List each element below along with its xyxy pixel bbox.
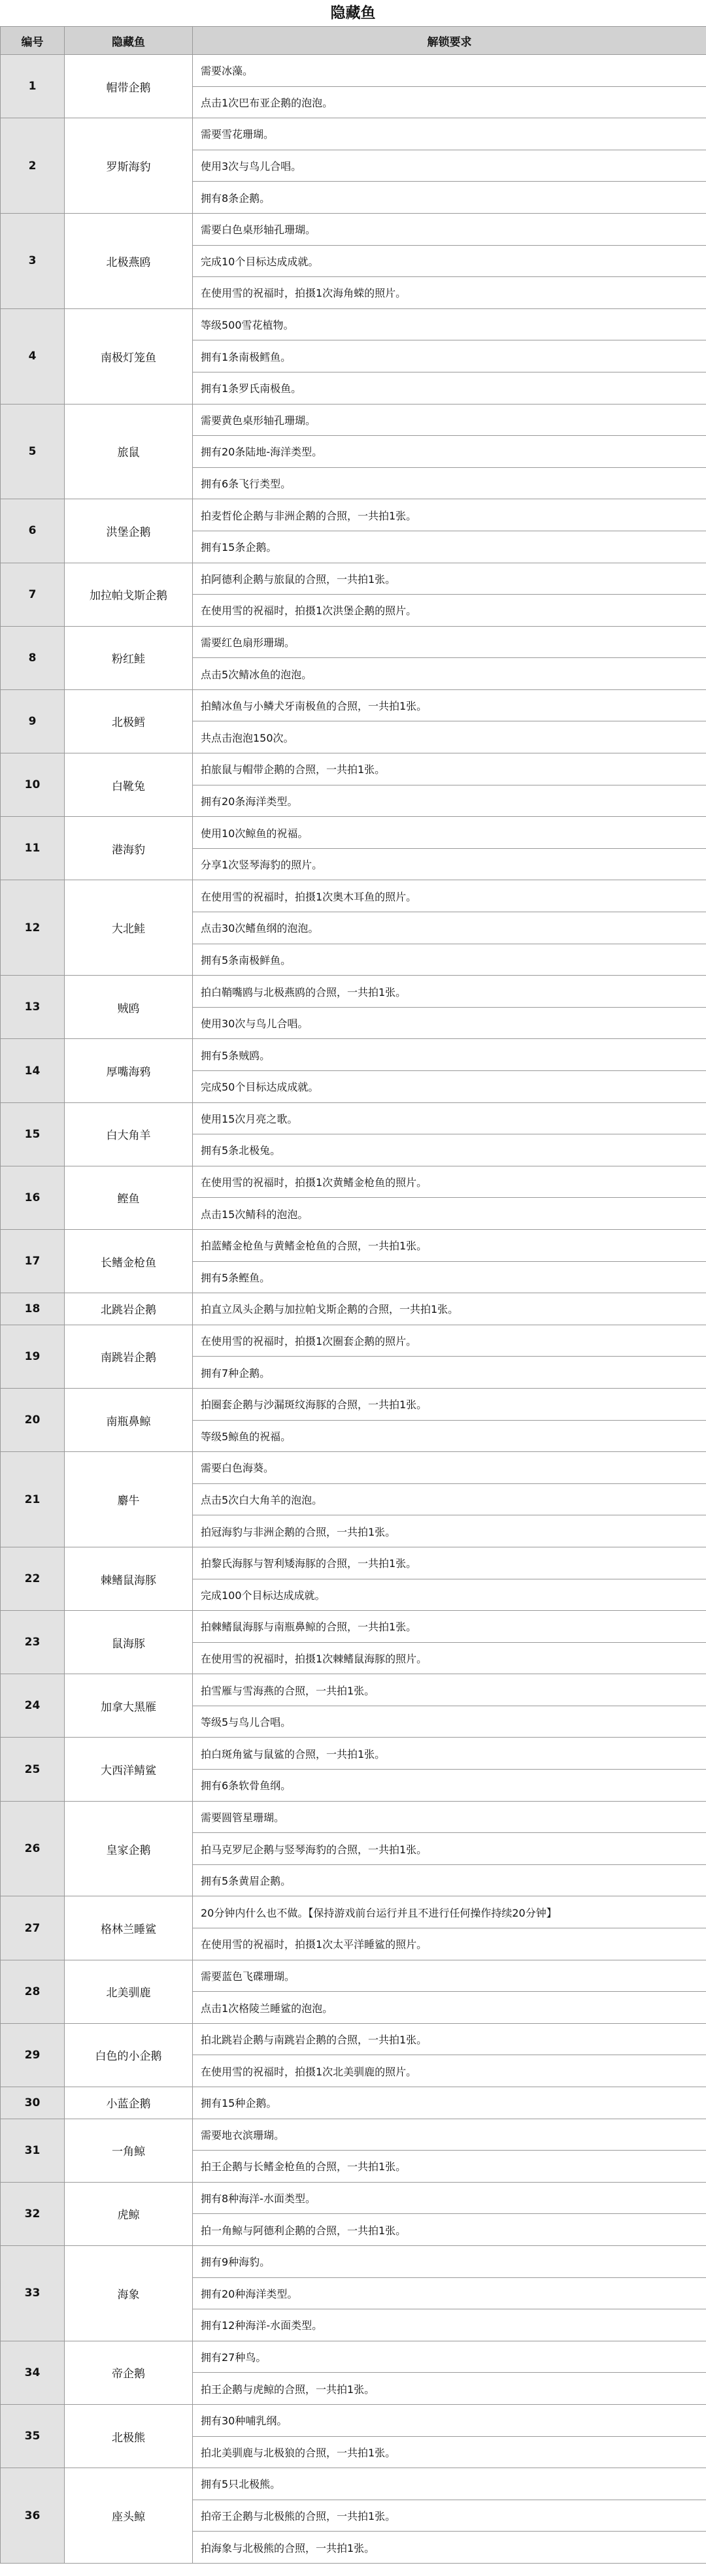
header-hidden-fish: 隐藏鱼 <box>65 27 193 55</box>
unlock-requirement: 拍白斑角鲨与鼠鲨的合照，一共拍1张。 <box>193 1738 706 1770</box>
table-row <box>1 1547 706 1579</box>
fish-name: 白大角羊 <box>65 1102 193 1166</box>
table-row <box>1 2087 706 2119</box>
header-number: 编号 <box>1 27 65 55</box>
unlock-requirement: 需要红色扇形珊瑚。 <box>193 626 706 658</box>
unlock-requirement: 拥有30种哺乳纲。 <box>193 2404 706 2436</box>
unlock-requirement: 拥有20种海洋类型。 <box>193 2277 706 2309</box>
fish-name: 麝牛 <box>65 1452 193 1547</box>
unlock-requirement: 点击15次鲭科的泡泡。 <box>193 1198 706 1230</box>
unlock-requirement: 在使用雪的祝福时，拍摄1次圈套企鹅的照片。 <box>193 1325 706 1357</box>
fish-name: 大北鲑 <box>65 880 193 976</box>
table-row <box>1 1166 706 1198</box>
row-number: 14 <box>1 1039 65 1102</box>
fish-name: 港海豹 <box>65 817 193 880</box>
unlock-requirement: 在使用雪的祝福时，拍摄1次黄鳍金枪鱼的照片。 <box>193 1166 706 1198</box>
table-row <box>1 1452 706 1484</box>
unlock-requirement: 拍王企鹅与长鳍金枪鱼的合照，一共拍1张。 <box>193 2151 706 2183</box>
table-row <box>1 2468 706 2500</box>
unlock-requirement: 需要冰藻。 <box>193 55 706 87</box>
unlock-requirement: 在使用雪的祝福时，拍摄1次太平洋睡鲨的照片。 <box>193 1928 706 1960</box>
row-number: 26 <box>1 1801 65 1896</box>
unlock-requirement: 等级5与鸟儿合唱。 <box>193 1706 706 1738</box>
table-row <box>1 1388 706 1420</box>
unlock-requirement: 在使用雪的祝福时，拍摄1次海角蝾的照片。 <box>193 277 706 309</box>
unlock-requirement: 拍一角鲸与阿德利企鹅的合照，一共拍1张。 <box>193 2214 706 2246</box>
table-row <box>1 1960 706 1992</box>
unlock-requirement: 需要雪花珊瑚。 <box>193 118 706 150</box>
row-number: 31 <box>1 2119 65 2182</box>
row-number: 27 <box>1 1896 65 1960</box>
unlock-requirement: 拥有5条鲣鱼。 <box>193 1261 706 1293</box>
header-unlock-requirement: 解锁要求 <box>193 27 706 55</box>
unlock-requirement: 点击5次白大角羊的泡泡。 <box>193 1483 706 1515</box>
unlock-requirement: 拥有15种企鹅。 <box>193 2087 706 2119</box>
unlock-requirement: 拍帝王企鹅与北极熊的合照，一共拍1张。 <box>193 2500 706 2532</box>
row-number: 13 <box>1 976 65 1039</box>
unlock-requirement: 拥有8种海洋-水面类型。 <box>193 2182 706 2214</box>
table-row <box>1 2404 706 2436</box>
fish-name: 北极鳕 <box>65 689 193 753</box>
fish-name: 南瓶鼻鲸 <box>65 1388 193 1451</box>
fish-name: 格林兰睡鲨 <box>65 1896 193 1960</box>
row-number: 15 <box>1 1102 65 1166</box>
unlock-requirement: 等级500雪花植物。 <box>193 308 706 340</box>
unlock-requirement: 在使用雪的祝福时，拍摄1次棘鳍鼠海豚的照片。 <box>193 1642 706 1674</box>
unlock-requirement: 拍蓝鳍金枪鱼与黄鳍金枪鱼的合照，一共拍1张。 <box>193 1229 706 1261</box>
row-number: 21 <box>1 1452 65 1547</box>
fish-name: 白靴兔 <box>65 753 193 817</box>
unlock-requirement: 拥有20条陆地-海洋类型。 <box>193 436 706 468</box>
table-row <box>1 1674 706 1706</box>
unlock-requirement: 拥有20条海洋类型。 <box>193 785 706 817</box>
row-number: 22 <box>1 1547 65 1610</box>
fish-name: 加拉帕戈斯企鹅 <box>65 563 193 626</box>
unlock-requirement: 点击30次鳍鱼纲的泡泡。 <box>193 912 706 944</box>
table-row <box>1 55 706 87</box>
unlock-requirement: 拥有27种鸟。 <box>193 2341 706 2373</box>
row-number: 1 <box>1 55 65 118</box>
row-number: 9 <box>1 689 65 753</box>
row-number: 20 <box>1 1388 65 1451</box>
row-number: 10 <box>1 753 65 817</box>
unlock-requirement: 在使用雪的祝福时，拍摄1次洪堡企鹅的照片。 <box>193 595 706 627</box>
unlock-requirement: 拍棘鳍鼠海豚与南瓶鼻鲸的合照，一共拍1张。 <box>193 1611 706 1643</box>
row-number: 17 <box>1 1229 65 1293</box>
fish-name: 南极灯笼鱼 <box>65 308 193 404</box>
table-row <box>1 2119 706 2151</box>
row-number: 7 <box>1 563 65 626</box>
row-number: 8 <box>1 626 65 689</box>
header-row <box>1 27 706 55</box>
unlock-requirement: 需要蓝色飞碟珊瑚。 <box>193 1960 706 1992</box>
unlock-requirement: 拥有6条飞行类型。 <box>193 467 706 499</box>
fish-name: 皇家企鹅 <box>65 1801 193 1896</box>
unlock-requirement: 使用3次与鸟儿合唱。 <box>193 150 706 182</box>
row-number: 34 <box>1 2341 65 2404</box>
row-number: 36 <box>1 2468 65 2564</box>
table-row <box>1 1325 706 1357</box>
unlock-requirement: 完成50个目标达成成就。 <box>193 1071 706 1103</box>
unlock-requirement: 等级5鲸鱼的祝福。 <box>193 1420 706 1452</box>
unlock-requirement: 拥有6条软骨鱼纲。 <box>193 1770 706 1802</box>
table-row <box>1 753 706 785</box>
unlock-requirement: 拍鲭冰鱼与小鳞犬牙南极鱼的合照，一共拍1张。 <box>193 689 706 721</box>
fish-name: 白色的小企鹅 <box>65 2023 193 2087</box>
table-row <box>1 1801 706 1833</box>
unlock-requirement: 拥有7种企鹅。 <box>193 1357 706 1389</box>
unlock-requirement: 拥有5条南极鲜鱼。 <box>193 944 706 976</box>
unlock-requirement: 拍雪雁与雪海燕的合照，一共拍1张。 <box>193 1674 706 1706</box>
fish-name: 洪堡企鹅 <box>65 499 193 563</box>
unlock-requirement: 拥有5条北极兔。 <box>193 1134 706 1166</box>
unlock-requirement: 需要黄色桌形轴孔珊瑚。 <box>193 404 706 436</box>
fish-name: 虎鲸 <box>65 2182 193 2245</box>
row-number: 12 <box>1 880 65 976</box>
unlock-requirement: 分享1次竖琴海豹的照片。 <box>193 848 706 880</box>
unlock-requirement: 需要白色桌形轴孔珊瑚。 <box>193 213 706 245</box>
unlock-requirement: 需要白色海葵。 <box>193 1452 706 1484</box>
unlock-requirement: 需要地衣滨珊瑚。 <box>193 2119 706 2151</box>
fish-name: 北极燕鸥 <box>65 213 193 308</box>
row-number: 30 <box>1 2087 65 2119</box>
table-row <box>1 1102 706 1134</box>
unlock-requirement: 拍海象与北极熊的合照，一共拍1张。 <box>193 2532 706 2564</box>
fish-name: 帝企鹅 <box>65 2341 193 2404</box>
unlock-requirement: 拍阿德利企鹅与旅鼠的合照，一共拍1张。 <box>193 563 706 595</box>
table-row <box>1 2245 706 2277</box>
table-row <box>1 1229 706 1261</box>
row-number: 19 <box>1 1325 65 1388</box>
unlock-requirement: 拍马克罗尼企鹅与竖琴海豹的合照，一共拍1张。 <box>193 1833 706 1865</box>
table-row <box>1 626 706 658</box>
table-row <box>1 880 706 912</box>
fish-name: 大西洋鲭鲨 <box>65 1738 193 1801</box>
fish-name: 北极熊 <box>65 2404 193 2468</box>
row-number: 35 <box>1 2404 65 2468</box>
fish-name: 棘鳍鼠海豚 <box>65 1547 193 1610</box>
unlock-requirement: 拥有9种海豹。 <box>193 2245 706 2277</box>
unlock-requirement: 拍王企鹅与虎鲸的合照，一共拍1张。 <box>193 2373 706 2405</box>
unlock-requirement: 拥有12种海洋-水面类型。 <box>193 2309 706 2341</box>
row-number: 6 <box>1 499 65 563</box>
table-row <box>1 1293 706 1325</box>
unlock-requirement: 拥有5条贼鸥。 <box>193 1039 706 1071</box>
row-number: 29 <box>1 2023 65 2087</box>
fish-name: 粉红鲑 <box>65 626 193 689</box>
row-number: 16 <box>1 1166 65 1229</box>
fish-name: 厚嘴海鸦 <box>65 1039 193 1102</box>
table-body <box>1 55 706 2564</box>
unlock-requirement: 拍圈套企鹅与沙漏斑纹海豚的合照，一共拍1张。 <box>193 1388 706 1420</box>
unlock-requirement: 拍冠海豹与非洲企鹅的合照，一共拍1张。 <box>193 1515 706 1547</box>
fish-name: 罗斯海豹 <box>65 118 193 214</box>
row-number: 24 <box>1 1674 65 1738</box>
unlock-requirement: 拥有5条黄眉企鹅。 <box>193 1864 706 1896</box>
row-number: 5 <box>1 404 65 499</box>
unlock-requirement: 拍直立凤头企鹅与加拉帕戈斯企鹅的合照，一共拍1张。 <box>193 1293 706 1325</box>
unlock-requirement: 拍麦哲伦企鹅与非洲企鹅的合照，一共拍1张。 <box>193 499 706 531</box>
table-row <box>1 499 706 531</box>
page-title: 隐藏鱼 <box>330 5 376 22</box>
unlock-requirement: 拍黎氏海豚与智利矮海豚的合照，一共拍1张。 <box>193 1547 706 1579</box>
unlock-requirement: 点击5次鲭冰鱼的泡泡。 <box>193 658 706 690</box>
row-number: 11 <box>1 817 65 880</box>
unlock-requirement: 拍北跳岩企鹅与南跳岩企鹅的合照，一共拍1张。 <box>193 2023 706 2055</box>
unlock-requirement: 拍北美驯鹿与北极狼的合照，一共拍1张。 <box>193 2436 706 2468</box>
row-number: 4 <box>1 308 65 404</box>
table-row <box>1 404 706 436</box>
unlock-requirement: 使用15次月亮之歌。 <box>193 1102 706 1134</box>
unlock-requirement: 点击1次格陵兰睡鲨的泡泡。 <box>193 1992 706 2024</box>
unlock-requirement: 拥有1条罗氏南极鱼。 <box>193 372 706 404</box>
table-row <box>1 118 706 150</box>
row-number: 23 <box>1 1611 65 1674</box>
unlock-requirement: 拥有15条企鹅。 <box>193 531 706 563</box>
fish-name: 鲣鱼 <box>65 1166 193 1229</box>
unlock-requirement: 点击1次巴布亚企鹅的泡泡。 <box>193 86 706 118</box>
row-number: 32 <box>1 2182 65 2245</box>
table-row <box>1 2182 706 2214</box>
table-row <box>1 817 706 849</box>
unlock-requirement: 20分钟内什么也不做。【保持游戏前台运行并且不进行任何操作持续20分钟】 <box>193 1896 706 1928</box>
unlock-requirement: 完成10个目标达成成就。 <box>193 245 706 277</box>
unlock-requirement: 拥有5只北极熊。 <box>193 2468 706 2500</box>
fish-name: 座头鲸 <box>65 2468 193 2564</box>
row-number: 25 <box>1 1738 65 1801</box>
table-row <box>1 308 706 340</box>
row-number: 2 <box>1 118 65 214</box>
hidden-fish-table <box>0 26 706 2564</box>
table-row <box>1 2023 706 2055</box>
row-number: 33 <box>1 2245 65 2341</box>
unlock-requirement: 在使用雪的祝福时，拍摄1次奥木耳鱼的照片。 <box>193 880 706 912</box>
table-row <box>1 2341 706 2373</box>
unlock-requirement: 完成100个目标达成成就。 <box>193 1579 706 1611</box>
table-row <box>1 1896 706 1928</box>
fish-name: 北跳岩企鹅 <box>65 1293 193 1325</box>
row-number: 28 <box>1 1960 65 2023</box>
row-number: 3 <box>1 213 65 308</box>
unlock-requirement: 拍白鞘嘴鸥与北极燕鸥的合照，一共拍1张。 <box>193 976 706 1008</box>
unlock-requirement: 需要圆管星珊瑚。 <box>193 1801 706 1833</box>
unlock-requirement: 使用30次与鸟儿合唱。 <box>193 1007 706 1039</box>
unlock-requirement: 拥有8条企鹅。 <box>193 182 706 214</box>
table-row <box>1 1611 706 1643</box>
fish-name: 贼鸥 <box>65 976 193 1039</box>
unlock-requirement: 拍旅鼠与帽带企鹅的合照，一共拍1张。 <box>193 753 706 785</box>
fish-name: 南跳岩企鹅 <box>65 1325 193 1388</box>
table-row <box>1 976 706 1008</box>
unlock-requirement: 拥有1条南极鳕鱼。 <box>193 340 706 372</box>
fish-name: 鼠海豚 <box>65 1611 193 1674</box>
fish-name: 长鳍金枪鱼 <box>65 1229 193 1293</box>
fish-name: 小蓝企鹅 <box>65 2087 193 2119</box>
table-row <box>1 213 706 245</box>
fish-name: 帽带企鹅 <box>65 55 193 118</box>
fish-name: 一角鲸 <box>65 2119 193 2182</box>
fish-name: 海象 <box>65 2245 193 2341</box>
unlock-requirement: 在使用雪的祝福时，拍摄1次北美驯鹿的照片。 <box>193 2055 706 2087</box>
unlock-requirement: 共点击泡泡150次。 <box>193 721 706 753</box>
table-row <box>1 1039 706 1071</box>
row-number: 18 <box>1 1293 65 1325</box>
fish-name: 旅鼠 <box>65 404 193 499</box>
fish-name: 北美驯鹿 <box>65 1960 193 2023</box>
table-row <box>1 689 706 721</box>
fish-name: 加拿大黑雁 <box>65 1674 193 1738</box>
table-row <box>1 563 706 595</box>
unlock-requirement: 使用10次鲸鱼的祝福。 <box>193 817 706 849</box>
table-row <box>1 1738 706 1770</box>
